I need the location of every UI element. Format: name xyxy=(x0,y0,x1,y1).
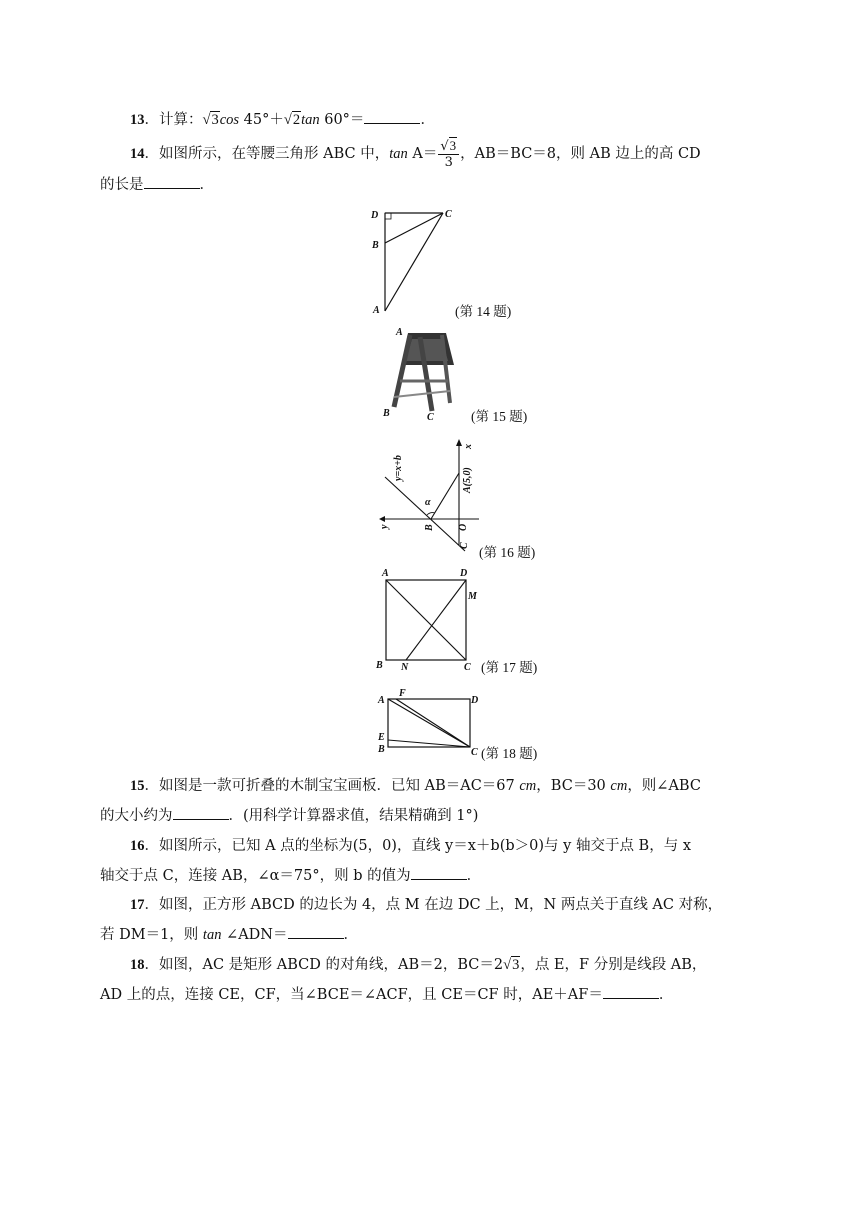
label-line-eq: y=x+b xyxy=(393,455,404,481)
right-angle-mark xyxy=(385,213,391,219)
line-y-x-b xyxy=(385,477,465,551)
sqrt-expression: √3 xyxy=(503,957,520,973)
question-number: 14 xyxy=(130,146,145,162)
label-e: E xyxy=(378,732,385,743)
label-d: D xyxy=(460,568,468,579)
figure-16 xyxy=(375,435,485,557)
label-a: A xyxy=(378,695,385,706)
sqrt-expression: √2 xyxy=(283,112,301,128)
easel-shelf xyxy=(394,391,450,397)
function-name: tan xyxy=(202,927,222,943)
fraction: $\frac{√3}{3}$ xyxy=(438,138,459,170)
question-text: ．计算： xyxy=(144,112,203,128)
question-text: ．如图是一款可折叠的木制宝宝画板．已知 AB＝AC＝67 xyxy=(144,778,520,794)
label-c: C xyxy=(427,412,434,421)
answer-blank[interactable] xyxy=(288,924,344,939)
question-text: ，AB＝BC＝8，则 AB 边上的高 CD xyxy=(460,146,701,162)
segment-cf xyxy=(396,699,470,747)
question-text: A＝ xyxy=(407,146,438,162)
question-14 xyxy=(100,138,730,200)
label-a: A xyxy=(382,568,389,579)
segment-dn xyxy=(406,580,466,660)
caption-14: (第 14 题) xyxy=(455,304,512,319)
label-c: C xyxy=(459,542,470,549)
label-alpha: α xyxy=(425,497,431,508)
question-text: AD 上的点，连接 CE，CF，当∠BCE＝∠ACF，且 CE＝CF 时，AE＋AF＝ xyxy=(100,987,603,1003)
label-d: D xyxy=(471,695,479,706)
answer-blank[interactable] xyxy=(411,865,467,880)
diagonal-ac xyxy=(386,580,466,660)
function-name: tan xyxy=(389,146,408,162)
question-text: ． xyxy=(466,868,482,884)
question-text: 若 DM＝1，则 xyxy=(100,927,203,943)
sqrt-expression: √3 xyxy=(202,112,219,128)
figure-14 xyxy=(365,205,465,320)
question-text: ，则∠ABC xyxy=(627,778,701,794)
question-text: ．如图所示，在等腰三角形 ABC 中， xyxy=(144,146,390,162)
question-text: ． xyxy=(658,987,674,1003)
question-text: 的大小约为 xyxy=(100,808,173,824)
label-a-coord: A(5,0) xyxy=(462,467,473,493)
question-18 xyxy=(100,950,730,1010)
label-f: F xyxy=(399,688,406,699)
question-text: ． xyxy=(420,112,435,128)
unit: cm xyxy=(519,778,537,794)
figure-17 xyxy=(374,566,484,672)
question-text: ．如图，正方形 ABCD 的边长为 4，点 M 在边 DC 上，M，N 两点关于直线 AC 对称， xyxy=(144,897,723,913)
label-c: C xyxy=(464,662,471,672)
label-x-axis: x xyxy=(463,444,474,449)
question-text: 轴交于点 C，连接 AB，∠α＝75°，则 b 的值为 xyxy=(100,868,411,884)
label-o: O xyxy=(458,523,469,531)
label-a: A xyxy=(373,305,380,316)
label-c: C xyxy=(471,747,478,758)
function-name: cos xyxy=(219,112,240,128)
caption-18: (第 18 题) xyxy=(481,746,538,761)
label-c: C xyxy=(445,209,452,220)
question-15 xyxy=(100,771,730,831)
label-b: B xyxy=(424,524,435,531)
label-y-axis: y xyxy=(379,524,390,529)
unit: cm xyxy=(610,778,628,794)
figure-18 xyxy=(374,688,484,758)
question-text: ． xyxy=(199,177,214,193)
question-text: 60°＝ xyxy=(319,112,365,128)
question-text: ． xyxy=(343,927,358,943)
answer-blank[interactable] xyxy=(603,984,659,999)
label-d: D xyxy=(371,210,379,221)
question-text: ．如图所示，已知 A 点的坐标为(5，0)，直线 y＝x＋b(b＞0)与 y 轴交于点 B，与 x xyxy=(144,838,691,854)
question-text: 45°＋ xyxy=(239,112,284,128)
y-axis-arrow xyxy=(379,516,385,522)
question-text: ．(用科学计算器求值，结果精确到 1°) xyxy=(228,808,479,824)
diagonal-ac xyxy=(388,699,470,747)
label-m: M xyxy=(468,591,477,602)
question-text: 的长是 xyxy=(100,177,144,193)
x-axis-arrow xyxy=(456,439,462,446)
question-number: 13 xyxy=(130,112,145,128)
question-text: ，点 E，F 分别是线段 AB， xyxy=(520,957,707,973)
segment-ab xyxy=(431,473,459,519)
answer-blank[interactable] xyxy=(173,805,229,820)
question-17 xyxy=(100,890,730,950)
caption-17: (第 17 题) xyxy=(481,660,538,675)
label-b: B xyxy=(372,240,379,251)
question-number: 15 xyxy=(130,778,145,794)
caption-16: (第 16 题) xyxy=(479,545,536,560)
question-text: ∠ADN＝ xyxy=(221,927,288,943)
question-number: 17 xyxy=(130,897,145,913)
answer-blank[interactable] xyxy=(144,174,200,189)
question-text: ，BC＝30 xyxy=(536,778,611,794)
label-a: A xyxy=(396,327,403,338)
function-name: tan xyxy=(301,112,320,128)
label-b: B xyxy=(378,744,385,755)
question-text: ．如图，AC 是矩形 ABCD 的对角线，AB＝2，BC＝2 xyxy=(144,957,504,973)
question-number: 18 xyxy=(130,957,145,973)
question-number: 16 xyxy=(130,838,145,854)
figure-15 xyxy=(380,325,470,421)
caption-15: (第 15 题) xyxy=(471,409,528,424)
label-n: N xyxy=(401,662,409,672)
label-b: B xyxy=(376,660,383,671)
question-13 xyxy=(130,105,730,135)
segment-ce xyxy=(388,740,470,747)
question-16 xyxy=(100,831,730,891)
answer-blank[interactable] xyxy=(364,109,420,124)
label-b: B xyxy=(383,408,390,419)
